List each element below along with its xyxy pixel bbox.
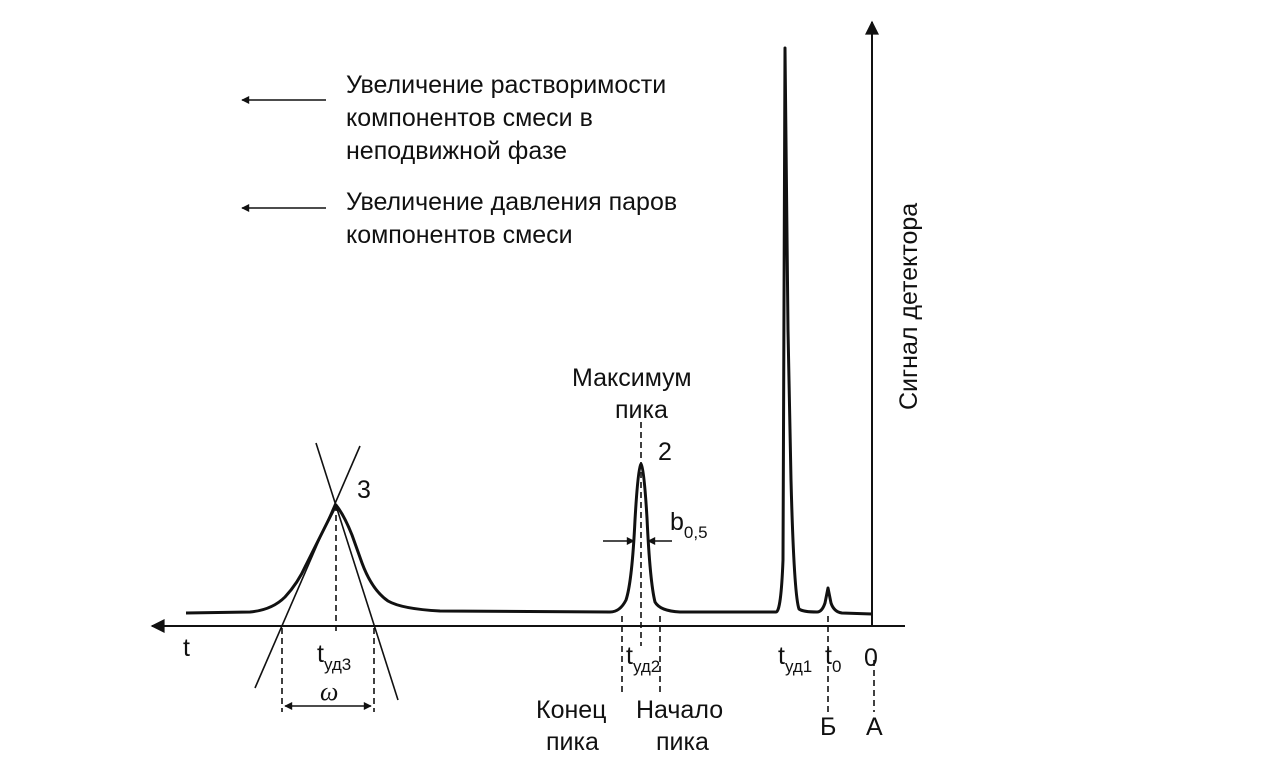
chromatogram-trace xyxy=(186,48,872,614)
omega-label: ω xyxy=(320,677,339,706)
t-ud3-label xyxy=(317,640,351,674)
halfwidth-label-base: b xyxy=(670,508,684,536)
solubility-label-line2: компонентов смеси в xyxy=(346,104,593,132)
vapor-label-line2: компонентов смеси xyxy=(346,221,573,249)
peak-max-label-line1: Максимум xyxy=(572,364,692,392)
peak3-tangent-left xyxy=(255,446,360,688)
halfwidth-label xyxy=(670,508,708,542)
t-ud3-sub: уд3 xyxy=(323,655,352,674)
y-axis-label: Сигнал детектора xyxy=(895,202,923,410)
peak-max-label-line2: пика xyxy=(615,396,668,424)
t-ud1-sub: уд1 xyxy=(784,657,813,676)
halfwidth-label-sub: 0,5 xyxy=(683,523,708,542)
point-b-label: Б xyxy=(820,713,837,741)
t0-base: t xyxy=(825,642,832,670)
t-ud3-base: t xyxy=(317,640,324,668)
peak-start-label-line2: пика xyxy=(656,728,709,756)
vapor-label-line1: Увеличение давления паров xyxy=(346,188,678,216)
peak3-number: 3 xyxy=(357,476,371,504)
t-ud2-label xyxy=(626,642,660,676)
peak2-number: 2 xyxy=(658,438,672,466)
t0-sub: 0 xyxy=(831,657,842,676)
peak-end-label-line1: Конец xyxy=(536,696,607,724)
x-axis-label: t xyxy=(183,634,190,662)
peak-end-label-line2: пика xyxy=(546,728,599,756)
point-a-label: А xyxy=(866,713,883,741)
t-ud2-sub: уд2 xyxy=(632,657,661,676)
solubility-label-line3: неподвижной фазе xyxy=(346,137,568,165)
peak-start-label-line1: Начало xyxy=(636,696,724,724)
t-ud2-base: t xyxy=(626,642,633,670)
t-ud1-label xyxy=(778,642,812,676)
solubility-label-line1: Увеличение растворимости xyxy=(346,71,667,99)
origin-label: 0 xyxy=(864,644,878,672)
t-ud1-base: t xyxy=(778,642,785,670)
